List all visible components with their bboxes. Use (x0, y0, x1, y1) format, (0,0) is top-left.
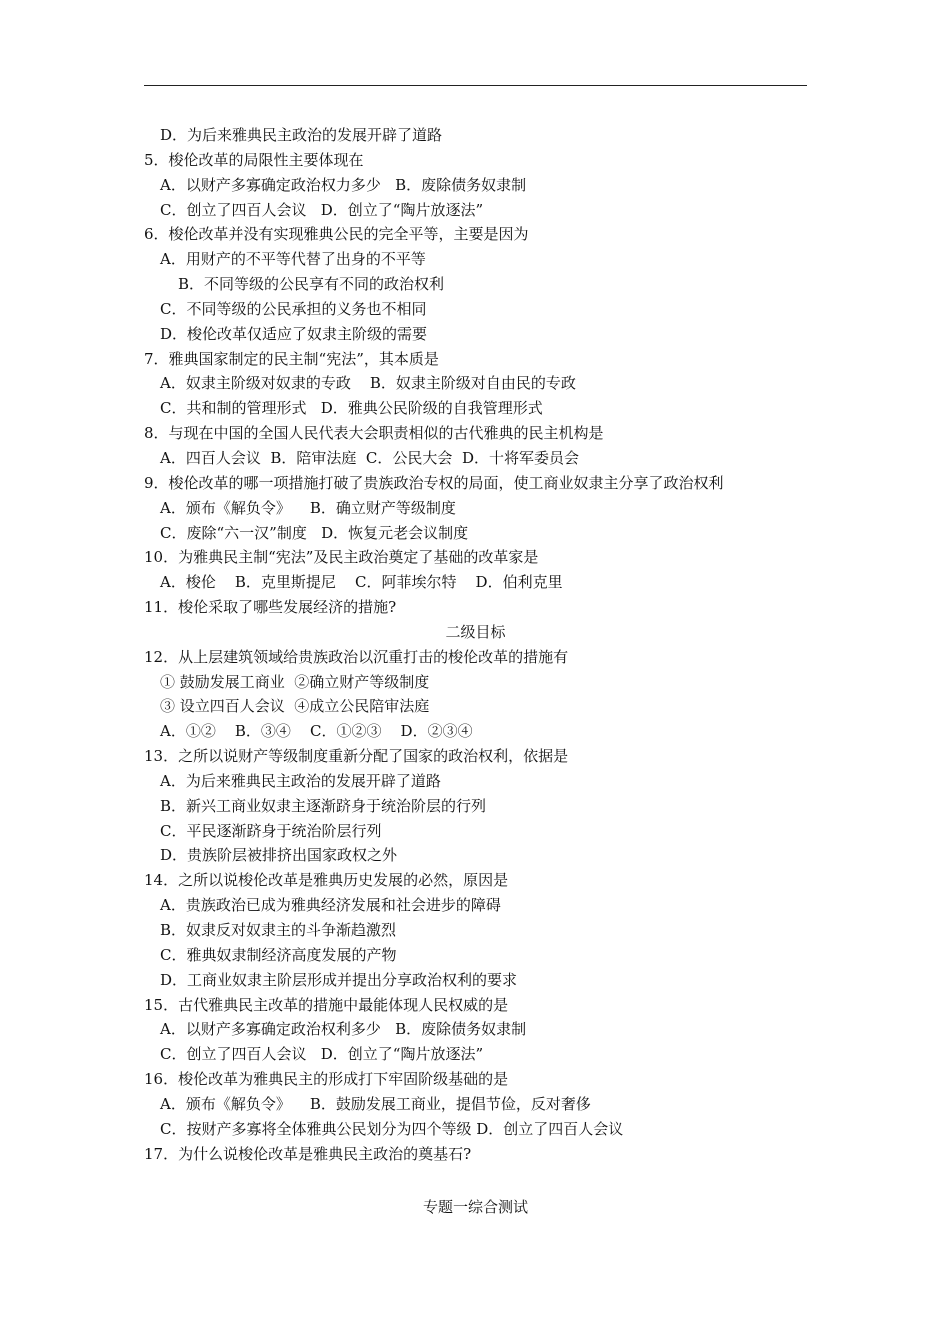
option-line: A．①② B．③④ C．①②③ D．②③④ (160, 722, 473, 741)
option-line: A．用财产的不平等代替了出身的不平等 (160, 250, 426, 269)
header-rule (144, 85, 807, 86)
option-line: ③ 设立四百人会议 ④成立公民陪审法庭 (160, 697, 430, 716)
option-line: D．梭伦改革仅适应了奴隶主阶级的需要 (160, 324, 428, 343)
option-line: A．以财产多寡确定政治权力多少 B．废除债务奴隶制 (160, 175, 527, 194)
option-line: A．颁布《解负令》 B．确立财产等级制度 (160, 498, 456, 517)
option-line: A．颁布《解负令》 B．鼓励发展工商业，提倡节俭，反对奢侈 (160, 1094, 591, 1113)
question-line: 5．梭伦改革的局限性主要体现在 (144, 150, 364, 169)
option-line: C．创立了四百人会议 D．创立了“陶片放逐法” (160, 1045, 484, 1064)
question-line: 6．梭伦改革并没有实现雅典公民的完全平等，主要是因为 (144, 225, 529, 244)
option-line: A．四百人会议 B．陪审法庭 C．公民大会 D．十将军委员会 (160, 448, 579, 467)
question-line: 9．梭伦改革的哪一项措施打破了贵族政治专权的局面，使工商业奴隶主分享了政治权利 (144, 473, 724, 492)
question-list (144, 123, 824, 1166)
option-line: C．按财产多寡将全体雅典公民划分为四个等级 D．创立了四百人会议 (160, 1119, 624, 1138)
option-line: C．平民逐渐跻身于统治阶层行列 (160, 821, 382, 840)
question-line: 15．古代雅典民主改革的措施中最能体现人民权威的是 (144, 995, 509, 1014)
option-line: D．工商业奴隶主阶层形成并提出分享政治权利的要求 (160, 970, 518, 989)
section-heading: 二级目标 (445, 622, 506, 641)
question-line: 13．之所以说财产等级制度重新分配了国家的政治权利，依据是 (144, 747, 569, 766)
question-line: 12．从上层建筑领域给贵族政治以沉重打击的梭伦改革的措施有 (144, 647, 569, 666)
option-line: C．不同等级的公民承担的义务也不相同 (160, 299, 427, 318)
option-line: A．奴隶主阶级对奴隶的专政 B．奴隶主阶级对自由民的专政 (160, 374, 576, 393)
option-line: B．不同等级的公民享有不同的政治权利 (178, 275, 445, 294)
option-line: C．创立了四百人会议 D．创立了“陶片放逐法” (160, 200, 484, 219)
option-line: C．共和制的管理形式 D．雅典公民阶级的自我管理形式 (160, 399, 543, 418)
question-line: 8．与现在中国的全国人民代表大会职责相似的古代雅典的民主机构是 (144, 424, 604, 443)
question-line: 10．为雅典民主制“宪法”及民主政治奠定了基础的改革家是 (144, 548, 539, 567)
option-line: B．新兴工商业奴隶主逐渐跻身于统治阶层的行列 (160, 796, 487, 815)
option-line: D．为后来雅典民主政治的发展开辟了道路 (160, 126, 443, 144)
option-line: D．贵族阶层被排挤出国家政权之外 (160, 846, 398, 865)
option-line: A．梭伦 B．克里斯提尼 C．阿菲埃尔特 D．伯利克里 (160, 573, 563, 592)
option-line: ① 鼓励发展工商业 ②确立财产等级制度 (160, 672, 430, 691)
question-line: 11．梭伦采取了哪些发展经济的措施? (144, 598, 397, 617)
question-line: 17．为什么说梭伦改革是雅典民主政治的奠基石? (144, 1144, 472, 1163)
option-line: B．奴隶反对奴隶主的斗争渐趋激烈 (160, 921, 397, 939)
question-line: 7．雅典国家制定的民主制“宪法”，其本质是 (144, 349, 439, 368)
option-line: C．雅典奴隶制经济高度发展的产物 (160, 945, 397, 964)
question-line: 14．之所以说梭伦改革是雅典历史发展的必然，原因是 (144, 871, 509, 890)
question-line: 16．梭伦改革为雅典民主的形成打下牢固阶级基础的是 (144, 1070, 509, 1089)
footer-title: 专题一综合测试 (422, 1198, 528, 1216)
option-line: C．废除“六一汉”制度 D．恢复元老会议制度 (160, 523, 469, 542)
option-line: A．贵族政治已成为雅典经济发展和社会进步的障碍 (160, 896, 501, 915)
option-line: A．以财产多寡确定政治权利多少 B．废除债务奴隶制 (160, 1020, 527, 1039)
option-line: A．为后来雅典民主政治的发展开辟了道路 (160, 771, 441, 790)
